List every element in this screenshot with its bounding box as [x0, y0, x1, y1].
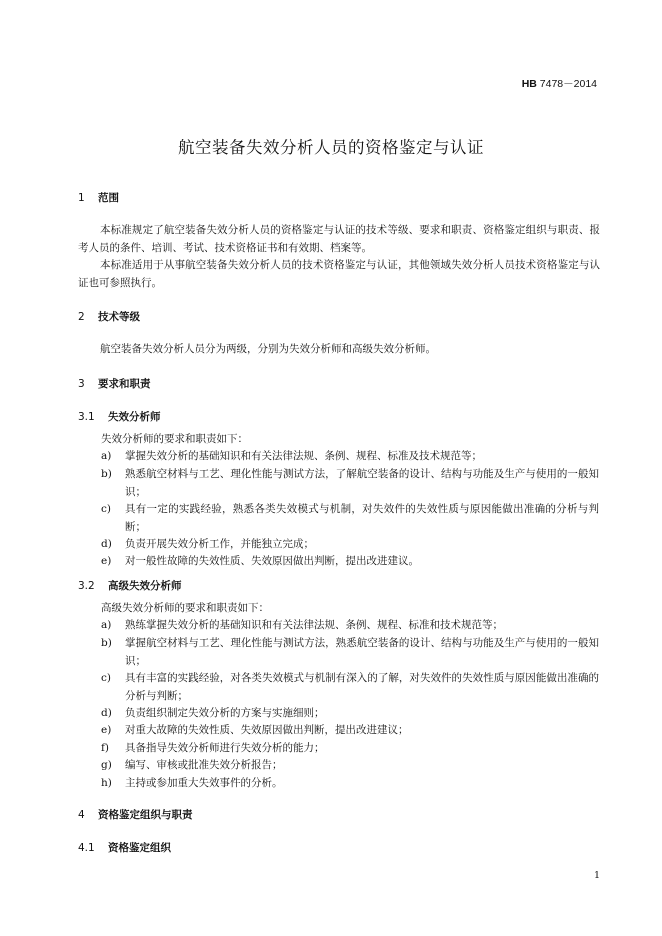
page-number: 1 — [593, 870, 600, 881]
list-item — [101, 757, 599, 775]
list-item — [101, 775, 599, 793]
section-4-heading — [78, 807, 193, 822]
list-item-text: 对一般性故障的失效性质、失效原因做出判断，提出改进建议。 — [125, 555, 419, 567]
list-item-text: 负责开展失效分析工作，并能独立完成； — [125, 538, 314, 550]
list-item-text: 编写、审核或批准失效分析报告； — [125, 759, 283, 771]
list-item-label: b) — [101, 468, 112, 480]
section-number: 4 — [78, 809, 85, 821]
list-item — [101, 740, 599, 758]
list-item-text: 具有一定的实践经验，熟悉各类失效模式与机制，对失效件的失效性质与原因能做出准确的分析与判断； — [125, 503, 599, 533]
section-3-2-intro: 高级失效分析师的要求和职责如下： — [101, 602, 269, 614]
section-number: 4.1 — [78, 842, 95, 854]
list-item-label: b) — [101, 637, 112, 649]
section-3-heading — [78, 376, 151, 391]
list-item — [101, 722, 599, 740]
section-1-paragraph-2: 本标准适用于从事航空装备失效分析人员的技术资格鉴定与认证，其他领域失效分析人员技术资格鉴定与认证也可参照执行。 — [78, 259, 600, 289]
standard-code-prefix: HB — [521, 78, 537, 90]
list-item — [101, 448, 599, 466]
list-item — [101, 670, 599, 705]
list-item — [101, 466, 599, 501]
list-item-text: 对重大故障的失效性质、失效原因做出判断，提出改进建议； — [125, 724, 409, 736]
section-title: 资格鉴定组织与职责 — [98, 809, 193, 821]
section-title: 资格鉴定组织 — [108, 842, 171, 854]
list-item-label: d) — [101, 538, 112, 550]
list-item-text: 负责组织制定失效分析的方案与实施细则； — [125, 707, 325, 719]
list-item-text: 具备指导失效分析师进行失效分析的能力； — [125, 742, 325, 754]
list-item — [101, 501, 599, 536]
list-item-label: d) — [101, 707, 112, 719]
section-4-1-heading — [78, 840, 171, 855]
list-item — [101, 635, 599, 670]
list-item-text: 具有丰富的实践经验，对各类失效模式与机制有深入的了解，对失效件的失效性质与原因能做出准确的分析与判断； — [125, 672, 599, 702]
list-item — [101, 617, 599, 635]
section-title: 高级失效分析师 — [108, 580, 182, 592]
list-item — [101, 536, 599, 554]
list-item-label: e) — [101, 555, 112, 567]
section-number: 2 — [78, 311, 85, 323]
standard-code — [522, 76, 597, 91]
section-number: 3.1 — [78, 411, 95, 423]
section-3-2-heading — [78, 578, 182, 593]
list-item-text: 熟悉航空材料与工艺、理化性能与测试方法，了解航空装备的设计、结构与功能及生产与使用的一般知识； — [125, 468, 599, 498]
list-item-label: f) — [101, 742, 109, 754]
section-number: 3.2 — [78, 580, 95, 592]
standard-code-number: 7478－2014 — [536, 78, 597, 90]
section-title: 技术等级 — [98, 311, 140, 323]
section-title: 失效分析师 — [108, 411, 161, 423]
list-item-text: 主持或参加重大失效事件的分析。 — [125, 777, 283, 789]
list-item-text: 掌握失效分析的基础知识和有关法律法规、条例、规程、标准及技术规范等； — [125, 450, 482, 462]
document-title: 航空装备失效分析人员的资格鉴定与认证 — [178, 138, 484, 157]
list-item — [101, 553, 599, 571]
list-item-label: a) — [101, 450, 112, 462]
section-3-1-intro: 失效分析师的要求和职责如下： — [101, 433, 248, 445]
list-item-text: 熟练掌握失效分析的基础知识和有关法律法规、条例、规程、标准和技术规范等； — [125, 619, 503, 631]
list-item-label: c) — [101, 672, 111, 684]
section-2-heading — [78, 309, 140, 324]
list-item-label: h) — [101, 777, 112, 789]
section-1-paragraph-1: 本标准规定了航空装备失效分析人员的资格鉴定与认证的技术等级、要求和职责、资格鉴定组织与职责、报考人员的条件、培训、考试、技术资格证书和有效期、档案等。 — [78, 224, 600, 254]
section-number: 3 — [78, 378, 85, 390]
list-item-label: g) — [101, 759, 112, 771]
list-item — [101, 705, 599, 723]
section-3-1-heading — [78, 409, 161, 424]
section-title: 范围 — [98, 192, 119, 204]
section-1-heading — [78, 190, 119, 205]
section-number: 1 — [78, 192, 85, 204]
list-item-label: e) — [101, 724, 112, 736]
section-title: 要求和职责 — [98, 378, 151, 390]
section-2-paragraph-1: 航空装备失效分析人员分为两级，分别为失效分析师和高级失效分析师。 — [100, 343, 436, 355]
list-item-label: a) — [101, 619, 112, 631]
list-item-text: 掌握航空材料与工艺、理化性能与测试方法，熟悉航空装备的设计、结构与功能及生产与使用的一般知识； — [125, 637, 599, 667]
list-item-label: c) — [101, 503, 111, 515]
